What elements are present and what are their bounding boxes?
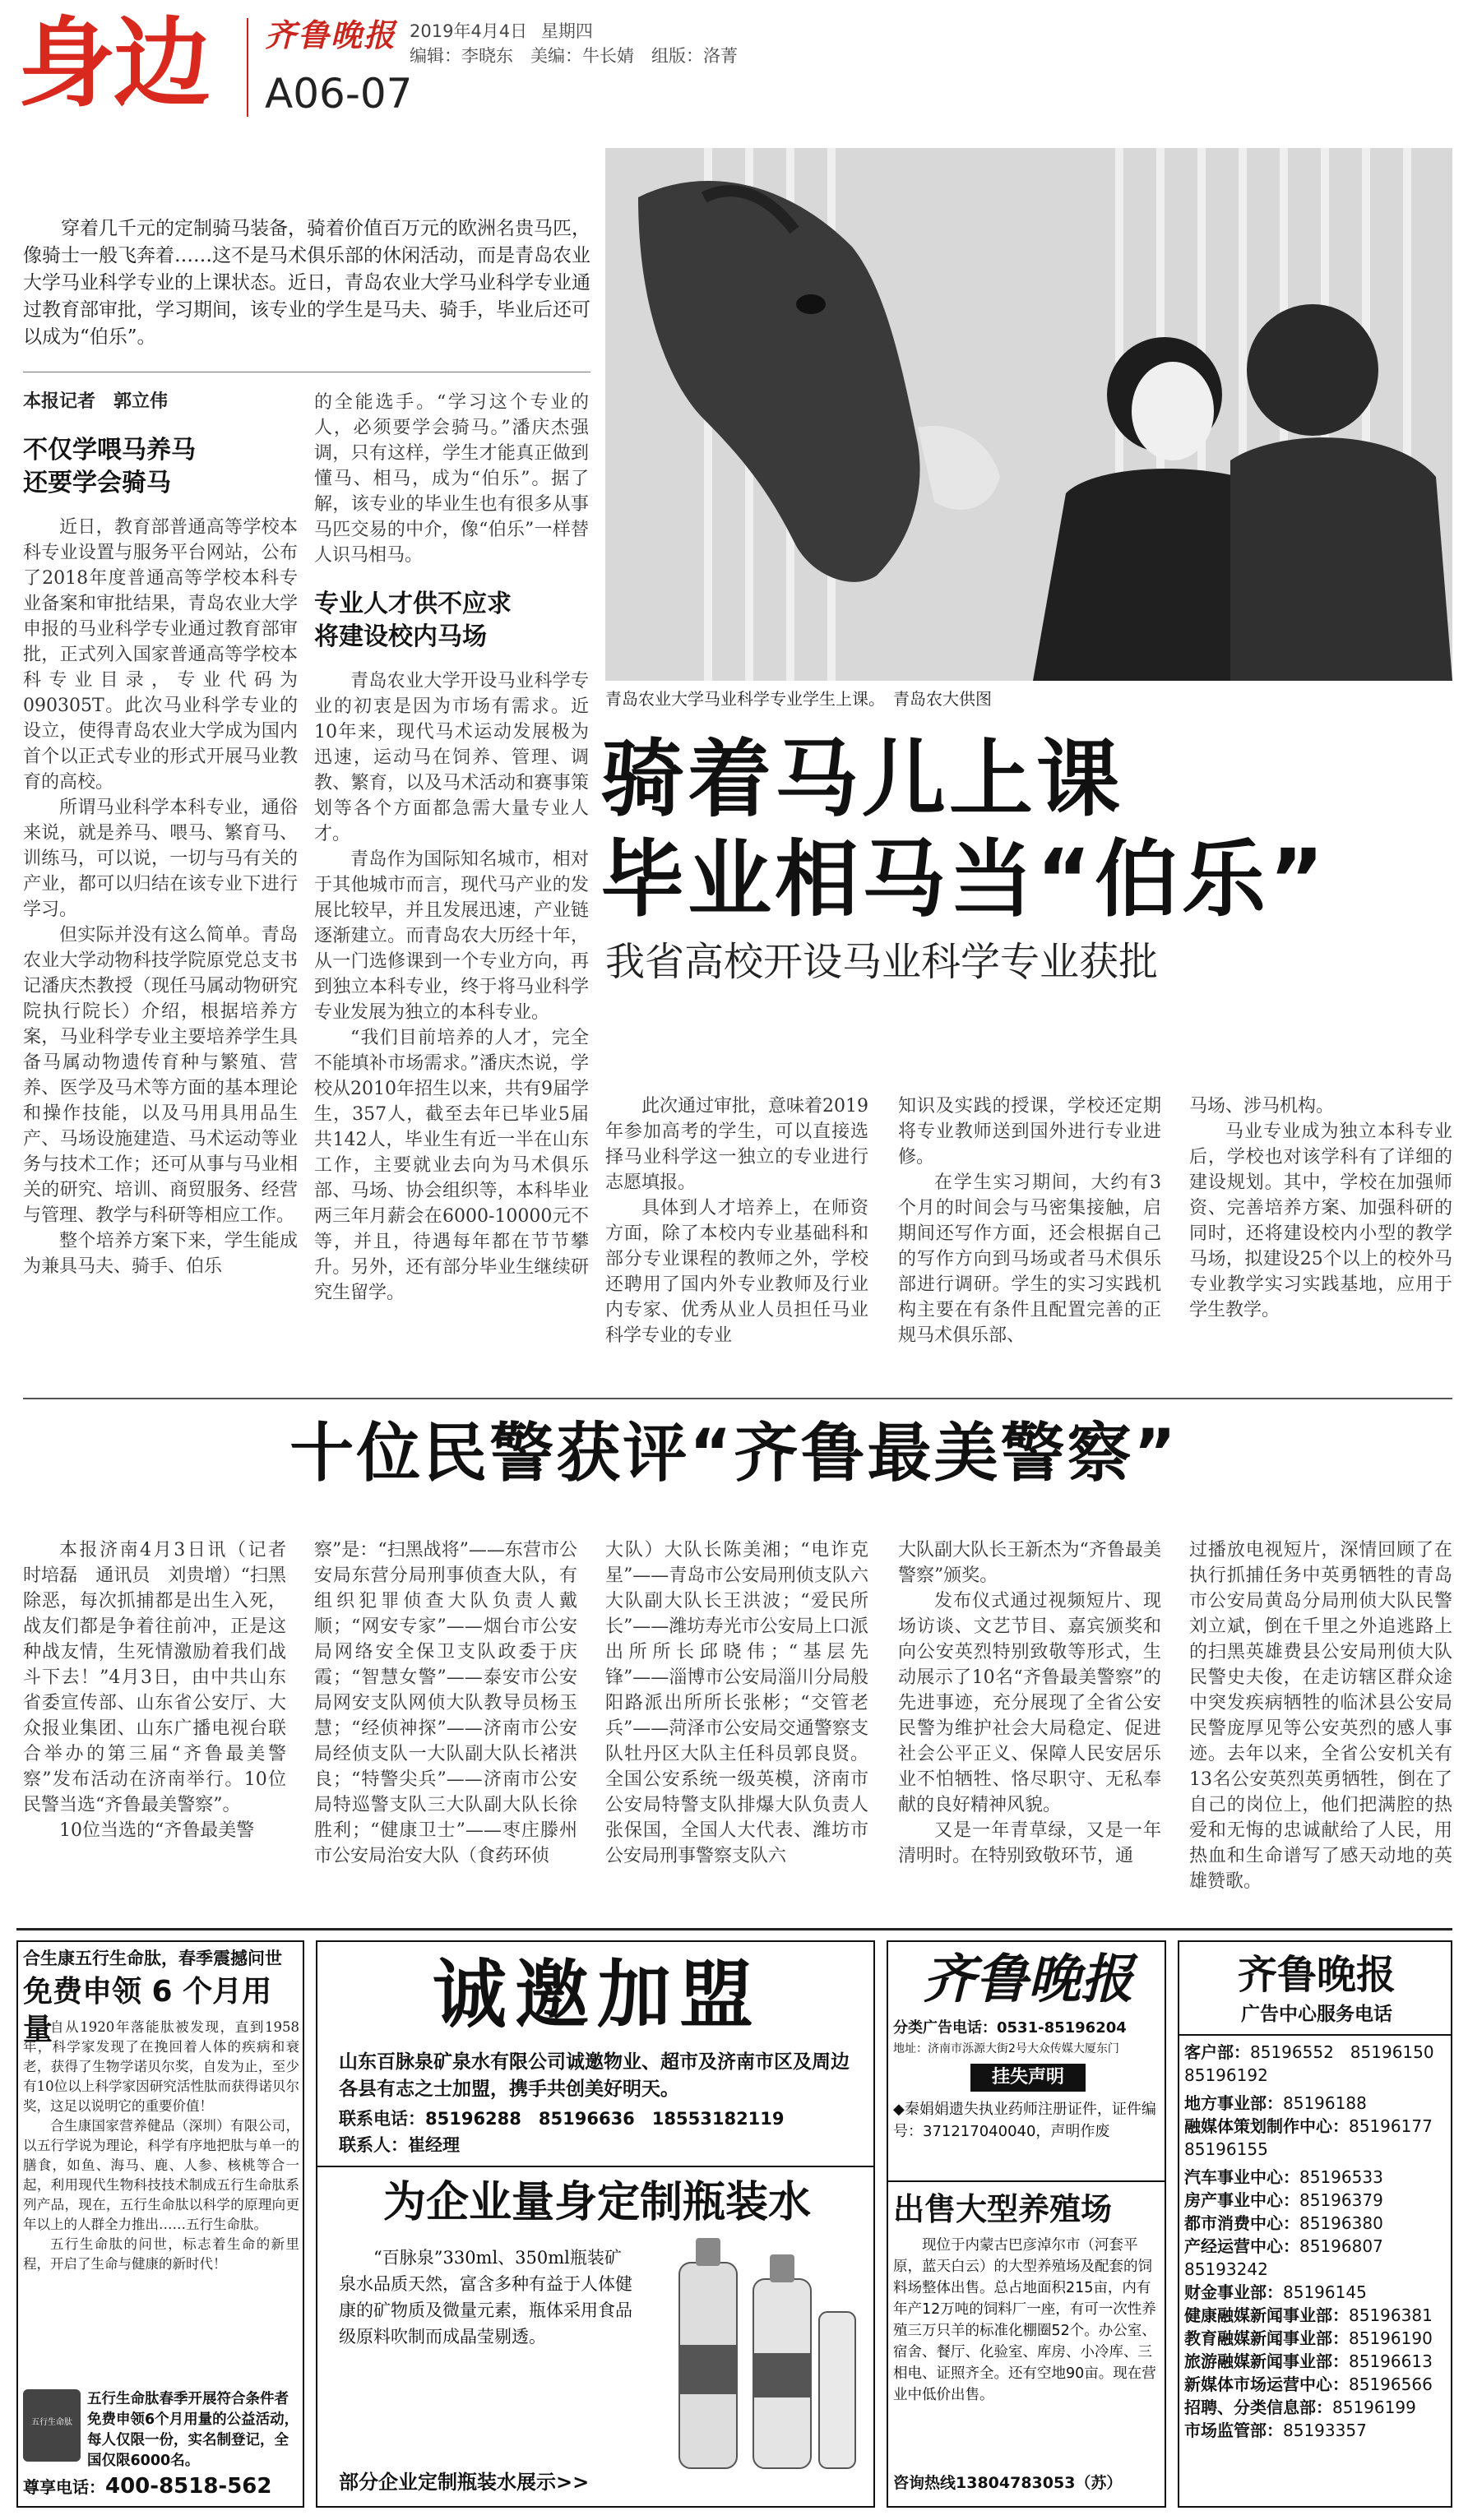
ad-classifieds — [887, 1940, 1166, 2508]
story1-byline: 本报记者 郭立伟 — [23, 391, 169, 412]
ad4-row: 市场监管部：85193357 — [1184, 2421, 1367, 2440]
story1-subhead2: 专业人才供不应求 将建设校内马场 — [314, 590, 512, 651]
ad3-lost-title: 挂失声明 — [970, 2064, 1086, 2092]
horse-illustration — [605, 148, 1452, 681]
page-number: A06-07 — [265, 70, 413, 118]
story1-subtitle: 我省高校开设马业科学专业获批 — [605, 939, 1159, 985]
ad4-row: 招聘、分类信息部：85196199 — [1184, 2397, 1416, 2417]
horse-photo — [605, 148, 1452, 681]
story2-col2: 察”是：“扫黑战将”——东营市公安局东营分局刑事侦查大队，有组织犯罪侦查大队负责人戴顺；“网安专家”——烟台市公安局网络安全保卫支队政委于庆霞；“智慧女警”——泰安市公安局网安支队网侦大队教导员杨玉慧；“经侦神探”——济南市公安局经侦支队一大队副大队长褚洪良；“特警尖兵”——济南市公安局特巡警支队三大队副大队长徐胜利；“健康卫士”——枣庄滕州市公安局治安大队（食药环侦 — [314, 1540, 577, 1866]
story1-col2: 的全能选手。“学习这个专业的人，必须要学会骑马。”潘庆杰强调，只有这样，学生才能真正做到懂马、相马，成为“伯乐”。据了解，该专业的毕业生也有很多从事马匹交易的中介，像“伯乐”一样替人识马相马。 专业人才供不应求 将建设校内马场 青岛农业大学开设马业科学专业的初衷是因为市场有需求。近10年来，现代马术运动发展极为迅速，运动马在饲养、管理、调教、繁育，以及马术活动和赛事策划等各个方面都急需大量专业人才。 青岛作为国际知名城市，相对于其他城市而言，现代马产业的发展比较早，并且发展迅速，产业链逐渐建立。而青岛农大历经十年，从一门选修课到一个专业方向，再到独立本科专业，终于将马业科学专业发展为独立的本科专业。 “我们目前培养的人才，完全不能填补市场需求。”潘庆杰说，学校从2010年招生以来，共有9届学生，357人，截至去年已毕业5届共142人，毕业生有近一半在山东工作，主要就业去向为马术俱乐部、马场、协会组织等，本科毕业两三年月薪会在6000-10000元不等，并且，待遇每年都在节节攀升。另外，还有部分毕业生继续研究生留学。 — [314, 392, 589, 1303]
ad4-row: 客户部：85196552 85196150 85196192 — [1184, 2042, 1451, 2085]
ad4-row: 地方事业部：85196188 — [1184, 2093, 1367, 2113]
paper-logo: 齐鲁晚报 — [265, 16, 397, 53]
masthead-divider — [247, 18, 248, 117]
ad1-product-box — [23, 2389, 81, 2462]
weekday-text: 星期四 — [540, 21, 593, 41]
ad2-person: 联系人：崔经理 — [339, 2135, 460, 2155]
story1-subhead1: 不仅学喂马养马 还要学会骑马 — [23, 436, 196, 497]
story2-headline: 十位民警获评“齐鲁最美警察” — [289, 1417, 1179, 1491]
ad3-sale-phone: 咨询热线13804783053（苏） — [893, 2474, 1123, 2492]
ad3-divider — [888, 2180, 1166, 2182]
ad3-sale-title: 出售大型养殖场 — [893, 2191, 1113, 2227]
ad2-slogan: 为企业量身定制瓶装水 — [382, 2178, 811, 2227]
ad1-headline: 免费申领 6 个月用量 — [23, 1975, 272, 2046]
story1-col5: 马场、涉马机构。 马业专业成为独立本科专业后，学校也对该学科有了详细的建设规划。其中，学校在加强师资、完善培养方案、加强科研的同时，还将建设校内小型的教学马场，拟建设25个以上的校外马专业教学实习实践基地，应用于学生教学。 — [1189, 1096, 1452, 1320]
ads-top-rule — [16, 1928, 1452, 1930]
ad4-row: 汽车事业中心：85196533 — [1184, 2167, 1383, 2187]
ad4-row: 教育融媒新闻事业部：85196190 — [1184, 2328, 1433, 2348]
ad-service-phones — [1178, 1940, 1452, 2508]
water-bottles-icon — [663, 2230, 860, 2476]
ad-peptide — [16, 1940, 304, 2508]
ad-water — [316, 1940, 875, 2508]
ad4-title: 齐鲁晚报 — [1237, 1952, 1396, 1998]
ad2-headline: 诚邀加盟 — [433, 1952, 762, 2038]
masthead — [0, 0, 1468, 140]
ad4-row: 旅游融媒新闻事业部：85196613 — [1184, 2351, 1433, 2371]
ad1-offer: 五行生命肽春季开展符合条件者免费申领6个月用量的公益活动，每人仅限一份，实名制登记，全国仅限6000名。 — [87, 2391, 299, 2469]
ad4-row: 融媒体策划制作中心：85196177 85196155 — [1184, 2116, 1449, 2159]
ad4-row: 新媒体市场运营中心：85196566 — [1184, 2374, 1433, 2394]
story1-col1: 本报记者 郭立伟 不仅学喂马养马 还要学会骑马 近日，教育部普通高等学校本科专业设置与服务平台网站，公布了2018年度普通高等学校本科专业备案和审批结果，青岛农业大学申报的马业科学专业通过教育部审批，正式列入国家普通高等学校本科专业目录，专业代码为090305T。此次马业科学专业的设立，使得青岛农业大学成为国内首个以正式专业的形式开展马业教育的高校。 所谓马业科学本科专业，通俗来说，就是养马、喂马、繁育马、训练马，可以说，一切与马有关的产业，都可以归结在该专业下进行学习。 但实际并没有这么简单。青岛农业大学动物科技学院原党总支书记潘庆杰教授（现任马属动物研究院执行院长）介绍，根据培养方案，马业科学专业主要培养学生具备马属动物遗传育种与繁殖、营养、医学及马术等方面的基本理论和操作技能，以及马用具用品生产、马场设施建造、马术运动等业务与技术工作；还可从事与马业相关的研究、培训、商贸服务、经营与管理、教学与科研等相应工作。 整个培养方案下来，学生能成为兼具马夫、骑手、伯乐 — [23, 391, 298, 1277]
issue-date — [410, 20, 593, 43]
story2-col3: 大队）大队长陈美湘；“电诈克星”——青岛市公安局刑侦支队六大队副大队长王洪波；“爱民所长”——潍坊寿光市公安局上口派出所所长邱晓伟；“基层先锋”——淄博市公安局淄川分局般阳路派出所所长张彬；“交管老兵”——菏泽市公安局交通警察支队牡丹区大队主任科员郭良贤。全国公安系统一级英模，济南市公安局特警支队排爆大队负责人张保国，全国人大代表、潍坊市公安局刑事警察支队六 — [605, 1540, 868, 1866]
ad3-logo: 齐鲁晚报 — [923, 1949, 1133, 2010]
ad4-subtitle: 广告中心服务电话 — [1241, 2004, 1392, 2025]
ad2-contact: 联系电话：85196288 85196636 18553182119 — [339, 2109, 785, 2129]
ad4-row: 都市消费中心：85196380 — [1184, 2213, 1383, 2233]
story1-col4: 知识及实践的授课，学校还定期将专业教师送到国外进行专业进修。 在学生实习期间，大约有3个月的时间会与马密集接触，启期间还写作方面，还会根据自己的写作方向到马场或者马术俱乐部进行调研。学生的实习实践机构主要在有条件且配置完善的正规马术俱乐部、 — [898, 1096, 1161, 1346]
ad4-phone-list — [1184, 2041, 1449, 2442]
ad3-class-phone: 分类广告电话：0531-85196204 — [893, 2019, 1127, 2037]
story1-headline-2: 毕业相马当“伯乐” — [600, 831, 1328, 929]
story1-col3: 此次通过审批，意味着2019年参加高考的学生，可以直接选择马业科学这一独立的专业进行志愿填报。 具体到人才培养上，在师资方面，除了本校内专业基础科和部分专业课程的教师之外，学校还聘用了国内外专业教师及行业内专家、优秀从业人员担任马业科学专业的专业 — [605, 1096, 868, 1346]
ad3-address: 地址：济南市泺源大街2号大众传媒大厦东门 — [893, 2042, 1119, 2055]
story2-col1: 本报济南4月3日讯（记者 时培磊 通讯员 刘贵增）“扫黑除恶，每次抓捕都是出生入死，战友们都是争着往前冲，正是这种战友情，生死情激励着我们战斗下去！”4月3日，由中共山东省委宣传部、山东省公安厅、大众报业集团、山东广播电视台联合举办的第三届“齐鲁最美警察”发布活动在济南举行。10位民警当选“齐鲁最美警察”。 10位当选的“齐鲁最美警 — [23, 1540, 305, 1841]
ad4-row: 健康融媒新闻事业部：85196381 — [1184, 2305, 1433, 2325]
date-text: 2019年4月4日 — [410, 21, 528, 41]
ad2-body: 山东百脉泉矿泉水有限公司诚邀物业、超市及济南市区及周边各县有志之士加盟，携手共创美好明天。 — [339, 2051, 850, 2100]
section-title: 身边 — [18, 7, 210, 120]
story2-col5: 过播放电视短片，深情回顾了在执行抓捕任务中英勇牺牲的青岛市公安局黄岛分局刑侦大队民警刘立斌，倒在千里之外追逃路上的扫黑英雄费县公安局刑侦大队民警史夫俊，在走访辖区群众途中突发疾病牺牲的临沭县公安局民警庞厚见等公安英烈的感人事迹。去年以来，全省公安机关有13名公安英烈英勇牺牲，倒在了自己的岗位上，他们把满腔的热爱和无悔的忠诚献给了人民，用热血和生命谱写了感天动地的英雄赞歌。 — [1189, 1540, 1452, 1892]
photo-caption: 青岛农业大学马业科学专业学生上课。 青岛农大供图 — [605, 689, 992, 709]
ad1-product-label: 五行生命肽 — [31, 2418, 72, 2427]
ad3-lost-body: ◆秦娟娟遗失执业药师注册证件，证件编号：371217040040，声明作废 — [893, 2101, 1156, 2140]
ad2-desc: “百脉泉”330ml、350ml瓶装矿泉水品质天然，富含多种有益于人体健康的矿物质及微量元素，瓶体采用食品级原料吹制而成晶莹剔透。 — [339, 2248, 632, 2347]
story2-top-rule — [23, 1398, 1452, 1399]
ad4-divider — [1179, 2034, 1452, 2036]
ad2-footer[interactable]: 部分企业定制瓶装水展示>> — [339, 2471, 590, 2494]
editor-credits: 编辑：李晓东 美编：牛长婧 组版：洛菁 — [410, 46, 738, 66]
ad1-body: 自从1920年落能肽被发现，直到1958年，科学家发现了在挽回着人体的疾病和衰老，获得了生物学诺贝尔奖，自发为止，至少有10位以上科学家因研究活性肽而获得诺贝尔奖，这足以说明它的重要价值！ 合生康国家营养健品（深圳）有限公司，以五行学说为理论，科学有序地把肽与单一的膳食，如鱼、海马、鹿、人参、核桃等合一起，利用现代生物科技技术制成五行生命肽系列产品，现在，五行生命肽以科学的原理向更年以上的人群全力推出……五行生命肽。 五行生命肽的问世，标志着生命的新里程，开启了生命与健康的新时代！ — [23, 2019, 299, 2272]
ad3-sale-body: 现位于内蒙古巴彦淖尔市（河套平原，蓝天白云）的大型养殖场及配套的饲料场整体出售。总占地面积215亩，内有年产12万吨的饲料厂一座，有可一次性养殖三万只羊的标准化棚圈52个。办公室、宿舍、餐厅、化验室、库房、小冷库、三相电、证照齐全。还有空地90亩。现在营业中低价出售。 — [893, 2237, 1156, 2403]
ad4-row: 房产事业中心：85196379 — [1184, 2190, 1383, 2210]
ad1-phone: 尊享电话：400-8518-562 — [23, 2474, 272, 2499]
ad4-row: 产经运营中心：85196807 85193242 — [1184, 2236, 1400, 2279]
story1-headline-1: 骑着马儿上课 — [600, 731, 1123, 829]
ad4-row: 财金事业部：85196145 — [1184, 2282, 1367, 2302]
story1-lead: 穿着几千元的定制骑马装备，骑着价值百万元的欧洲名贵马匹，像骑士一般飞奔着……这不是马术俱乐部的休闲活动，而是青岛农业大学马业科学专业的上课状态。近日，青岛农业大学马业科学专业通过教育部审批，学习期间，该专业的学生是马夫、骑手，毕业后还可以成为“伯乐”。 — [23, 218, 590, 348]
ad1-top: 合生康五行生命肽，春季震撼问世 — [23, 1949, 282, 1968]
story2-col4: 大队副大队长王新杰为“齐鲁最美警察”颁奖。 发布仪式通过视频短片、现场访谈、文艺节目、嘉宾颁奖和向公安英烈特别致敬等形式，生动展示了10名“齐鲁最美警察”的先进事迹，充分展现了全省公安民警为维护社会大局稳定、促进社会公平正义、保障人民安居乐业不怕牺牲、恪尽职守、无私奉献的良好精神风貌。 又是一年青草绿，又是一年清明时。在特别致敬环节，通 — [898, 1540, 1161, 1866]
ad2-divider — [317, 2166, 875, 2167]
